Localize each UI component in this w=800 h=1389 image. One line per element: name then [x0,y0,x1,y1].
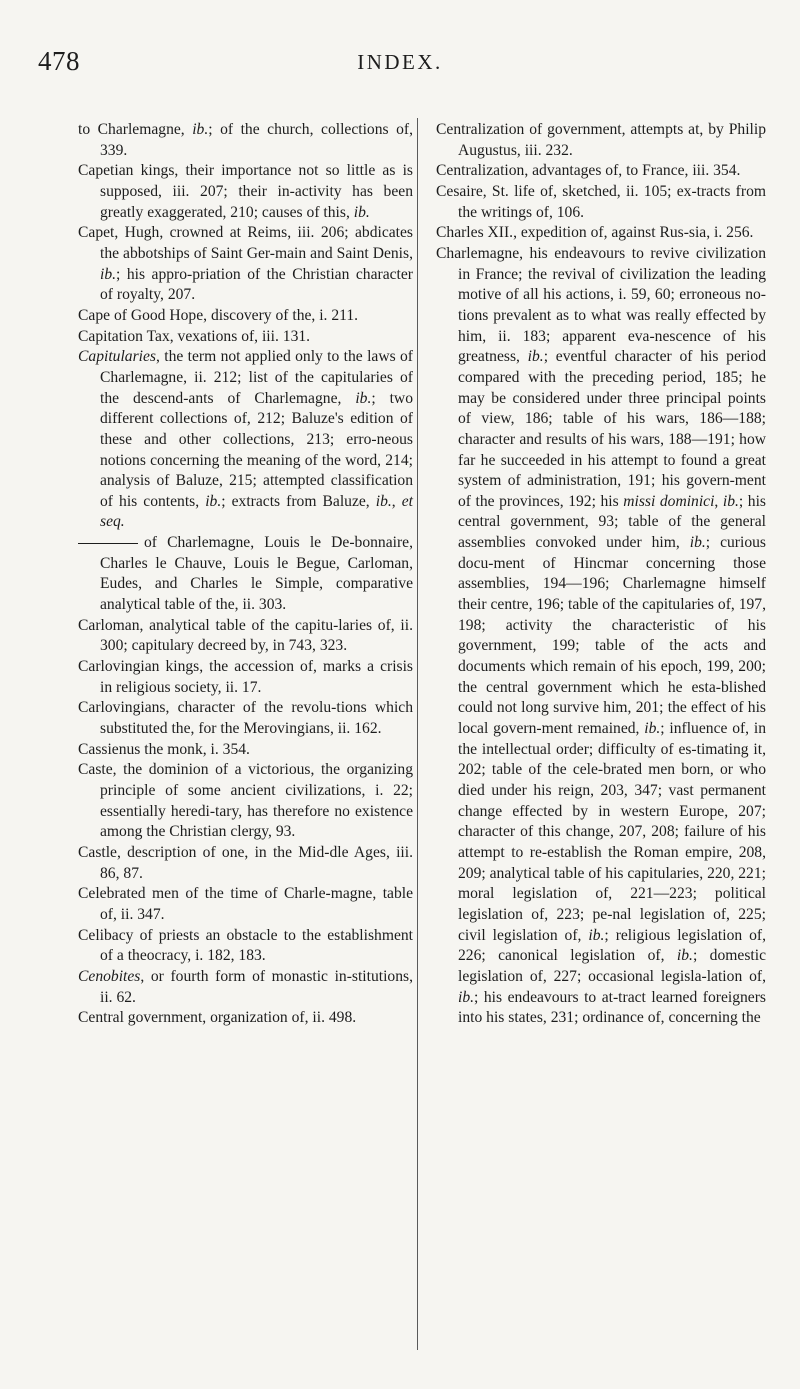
entry-text: ; his central government, 93; table of the general assemblies convoked under him, [458,492,766,552]
entry-text: Cape of Good Hope, discovery of the, i. 211. [78,306,359,324]
index-entry [436,223,766,244]
index-entry [78,926,413,967]
entry-text: Celibacy of priests an obstacle to the establishment of a theocracy, i. 182, 183. [78,926,413,965]
entry-text: ; of the church, collections of, 339. [100,121,413,159]
entry-italic-text: ib. [689,534,706,552]
entry-text: Capet, Hugh, crowned at Reims, iii. 206; abdicates the abbotships of Saint Ger-main and Saint Denis, [78,224,413,262]
index-entry [78,327,413,348]
index-entry [436,161,766,182]
entry-italic-text: ib. [192,121,209,138]
entry-text: ; influence of, in the intellectual order; difficulty of es-timating it, 202; table of the cele-brated men born, or who died under his reign, 203, 347; vast permanent change effected by in western Europe, 207; character of this change, 207, 208; failure of his attempt to re-establish the Roman empire, 208, 209; analytical table of his capitularies, 220, 221; moral legislation of, 221—223; political legislation of, 223; pe-nal legislation of, 225; civil legislation of, [458,720,766,944]
entry-text: to Charlemagne, [78,121,193,138]
entry-italic-text: ib. [458,988,475,1006]
index-entry [78,223,413,306]
entry-text: Carloman, analytical table of the capitu-laries of, ii. 300; capitulary decreed by, in 743, 323. [78,616,413,655]
index-entry [78,698,413,739]
entry-text: Central government, organization of, ii. 498. [78,1009,357,1027]
entry-italic-text: ib. [205,492,222,510]
running-title: INDEX. [357,50,443,74]
entry-text: ; curious docu-ment of Hincmar concerning those assemblies, 194—196; Charlemagne himself their centre, 196; table of the capitularies of, 197, 198; activity the characteristic of his government, 199; table of the acts and documents which remain of his epoch, 199, 200; the central government which he esta-blished could not long survive him, 201; the effect of his local govern-ment remained, [458,534,766,738]
page-number: 478 [38,46,80,76]
entry-italic-text: missi dominici [623,492,715,510]
index-column-left [78,120,413,1029]
index-entry [78,533,413,616]
index-entry [78,347,413,533]
index-entry [78,306,413,327]
entry-text: Charlemagne, his endeavours to revive civilization in France; the revival of civilization the leading motive of all his actions, i. 59, 60; erroneous no-tions prevalent as to what was really effected by him, ii. 183; apparent eva-nescence of his greatness, [436,244,766,366]
index-entry [78,616,413,657]
entry-italic-text: ib. [722,492,739,510]
entry-text: ; his endeavours to at-tract learned foreigners into his states, 231; ordinance of, concerning the [458,988,766,1027]
entry-italic-text: ib. [353,203,370,221]
entry-text: ; eventful character of his period compared with the preceding period, 185; he may be considered under three principal points of view, 186; table of his wars, 186—188; character and results of his wars, 188—191; how far he succeeded in his attempt to found a great system of administration, 191; his govern-ment of the provinces, 192; his [458,348,766,510]
entry-text: Cesaire, St. life of, sketched, ii. 105; ex-tracts from the writings of, 106. [436,182,766,221]
entry-text: ; extracts from Baluze, [221,492,376,510]
entry-italic-text: Cenobites [78,967,141,985]
index-entry [436,244,766,1029]
index-entry [78,760,413,843]
entry-text: Cassienus the monk, i. 354. [78,740,250,758]
entry-text: of Charlemagne, Louis le De-bonnaire, Charles le Chauve, Louis le Begue, Carloman, Eudes, and Charles le Simple, comparative analytical table of the, ii. 303. [100,534,413,614]
entry-text: Capetian kings, their importance not so little as is supposed, iii. 207; their in-activity has been greatly exaggerated, 210; causes of this, [78,162,413,221]
column-divider [417,118,418,1350]
entry-italic-text: ib. [676,947,693,965]
entry-italic-text: et seq. [100,492,414,531]
entry-text: Carlovingian kings, the accession of, marks a crisis in religious society, ii. 17. [78,658,413,696]
index-entry [436,120,766,161]
entry-text: Caste, the dominion of a victorious, the organizing principle of some ancient civilizations, i. 22; essentially heredi-tary, has therefore no existence among the Christian clergy, 93. [78,761,413,841]
entry-text: ; two different collections of, 212; Baluze's edition of these and other collections, 213; erro-neous notions concerning the meaning of the word, 214; analysis of Baluze, 215; attempted classification of his contents, [100,389,413,510]
index-entry [78,843,413,884]
entry-text: ; his appro-priation of the Christian character of royalty, 207. [100,265,413,304]
entry-text: Centralization of government, attempts at, by Philip Augustus, iii. 232. [436,121,766,159]
entry-text: , [714,492,723,510]
page-header [0,46,800,82]
index-entry [78,967,413,1008]
index-entry [78,657,413,698]
repeat-heading-dash [78,543,138,544]
entry-text: Capitation Tax, vexations of, iii. 131. [78,327,311,345]
entry-text: Carlovingians, character of the revolu-tions which substituted the, for the Merovingians, ii. 162. [78,699,413,738]
entry-text: , [391,492,402,510]
entry-text: ; domestic legislation of, 227; occasional legisla-lation of, [458,947,766,985]
entry-text: Castle, description of one, in the Mid-dle Ages, iii. 86, 87. [78,843,413,882]
entry-text: Charles XII., expedition of, against Rus-sia, i. 256. [436,224,754,242]
entry-text: Centralization, advantages of, to France, iii. 354. [436,162,741,180]
entry-italic-text: Capitularies [78,348,156,366]
entry-italic-text: ib. [527,348,544,366]
index-entry [78,884,413,925]
entry-italic-text: ib. [588,926,605,944]
index-entry [78,1008,413,1029]
entry-text: , or fourth form of monastic in-stitutions, ii. 62. [100,967,413,1006]
entry-italic-text: ib. [100,265,117,283]
entry-italic-text: ib. [355,389,372,407]
index-entry [78,161,413,223]
index-column-right [436,120,766,1029]
index-entry [78,120,413,161]
entry-text: ; religious legislation of, 226; canonical legislation of, [458,926,766,965]
index-entry [436,182,766,223]
entry-text: , the term not applied only to the laws of Charlemagne, ii. 212; list of the capitularies of the descend-ants of Charlemagne, [100,348,413,407]
entry-italic-text: ib. [375,492,392,510]
entry-italic-text: ib. [644,720,661,738]
index-entry [78,740,413,761]
entry-text: Celebrated men of the time of Charle-magne, table of, ii. 347. [78,885,413,923]
